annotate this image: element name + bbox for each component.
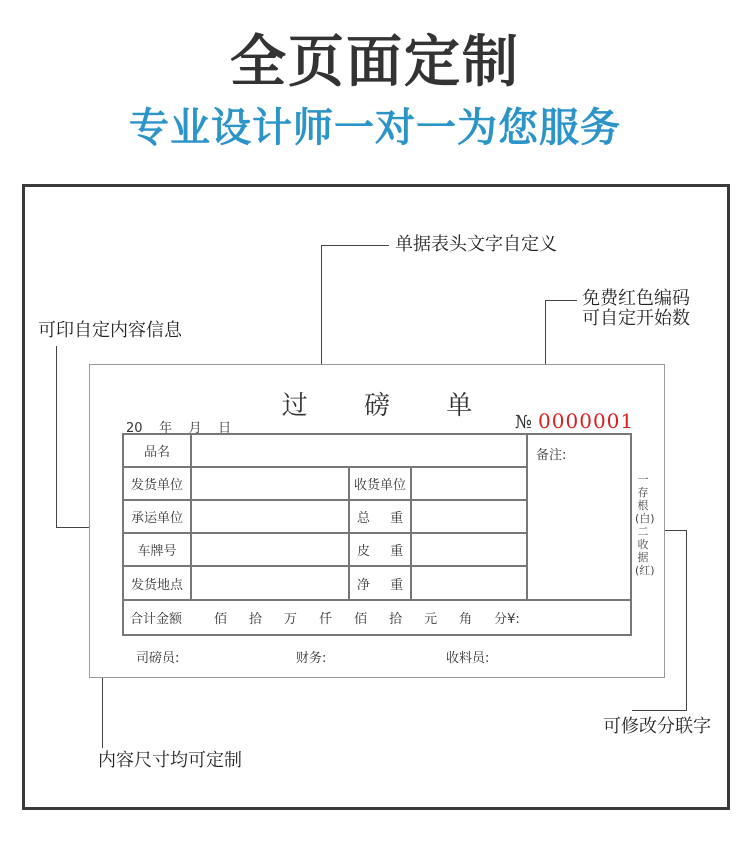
field-plate-number <box>191 533 349 566</box>
label-plate-number: 车牌号 <box>123 533 191 566</box>
unit-shi-2: 拾 <box>389 612 403 627</box>
page-subtitle: 专业设计师一对一为您服务 <box>129 105 621 151</box>
leader-line-size-v <box>102 666 103 748</box>
field-net-weight <box>411 566 527 600</box>
label-finance: 财务: <box>296 651 327 666</box>
label-remarks: 备注: <box>536 448 567 463</box>
field-origin <box>191 566 349 600</box>
label-receiver: 收货单位 <box>349 467 411 500</box>
label-tare-weight: 皮 重 <box>349 533 411 566</box>
unit-qian: 仟 <box>319 612 333 627</box>
field-product-name <box>191 434 527 467</box>
annotation-red-number-line1: 免费红色编码 <box>582 288 690 309</box>
field-carrier <box>191 500 349 533</box>
field-shipper <box>191 467 349 500</box>
total-amount-row <box>123 600 631 635</box>
annotation-content-info: 可印自定内容信息 <box>38 320 182 341</box>
leader-line-content-v <box>56 346 57 527</box>
label-gross-weight: 总 重 <box>349 500 411 533</box>
unit-bai-1: 佰 <box>214 612 228 627</box>
annotation-size: 内容尺寸均可定制 <box>98 750 242 771</box>
leader-line-number-h <box>545 300 577 301</box>
unit-bai-2: 佰 <box>354 612 368 627</box>
label-weigher: 司磅员: <box>136 651 180 666</box>
unit-wan: 万 <box>284 612 298 627</box>
unit-yuan: 元 <box>424 612 438 627</box>
label-origin: 发货地点 <box>123 566 191 600</box>
red-serial-number: 0000001 <box>538 409 635 433</box>
slip-number <box>515 409 634 433</box>
slip-date-line: 20 年 月 日 <box>126 421 232 436</box>
unit-fen-yen: 分¥: <box>494 612 520 627</box>
annotation-header-text: 单据表头文字自定义 <box>395 234 557 255</box>
unit-shi-1: 拾 <box>249 612 263 627</box>
leader-line-copies-h2 <box>632 710 687 711</box>
copy-assignment-text: 一存根(白)二收据(红) <box>635 473 655 577</box>
page-title: 全页面定制 <box>230 30 520 95</box>
label-net-weight: 净 重 <box>349 566 411 600</box>
leader-line-copies-v <box>686 530 687 710</box>
field-gross-weight <box>411 500 527 533</box>
slip-title: 过 磅 单 <box>281 391 497 421</box>
annotation-red-number-line2: 可自定开始数 <box>582 308 690 329</box>
label-shipper: 发货单位 <box>123 467 191 500</box>
weighing-slip <box>89 364 665 678</box>
label-material-receiver: 收料员: <box>446 651 490 666</box>
leader-line-header-h <box>321 245 389 246</box>
label-carrier: 承运单位 <box>123 500 191 533</box>
label-product-name: 品名 <box>123 434 191 467</box>
unit-jiao: 角 <box>459 612 473 627</box>
remarks-box <box>527 434 631 600</box>
label-total-amount: 合计金额 <box>130 612 183 627</box>
field-receiver <box>411 467 527 500</box>
field-tare-weight <box>411 533 527 566</box>
number-symbol: № <box>515 412 533 433</box>
leader-line-header-v <box>321 245 322 368</box>
annotation-copies: 可修改分联字 <box>603 716 711 737</box>
slip-table <box>122 433 632 636</box>
